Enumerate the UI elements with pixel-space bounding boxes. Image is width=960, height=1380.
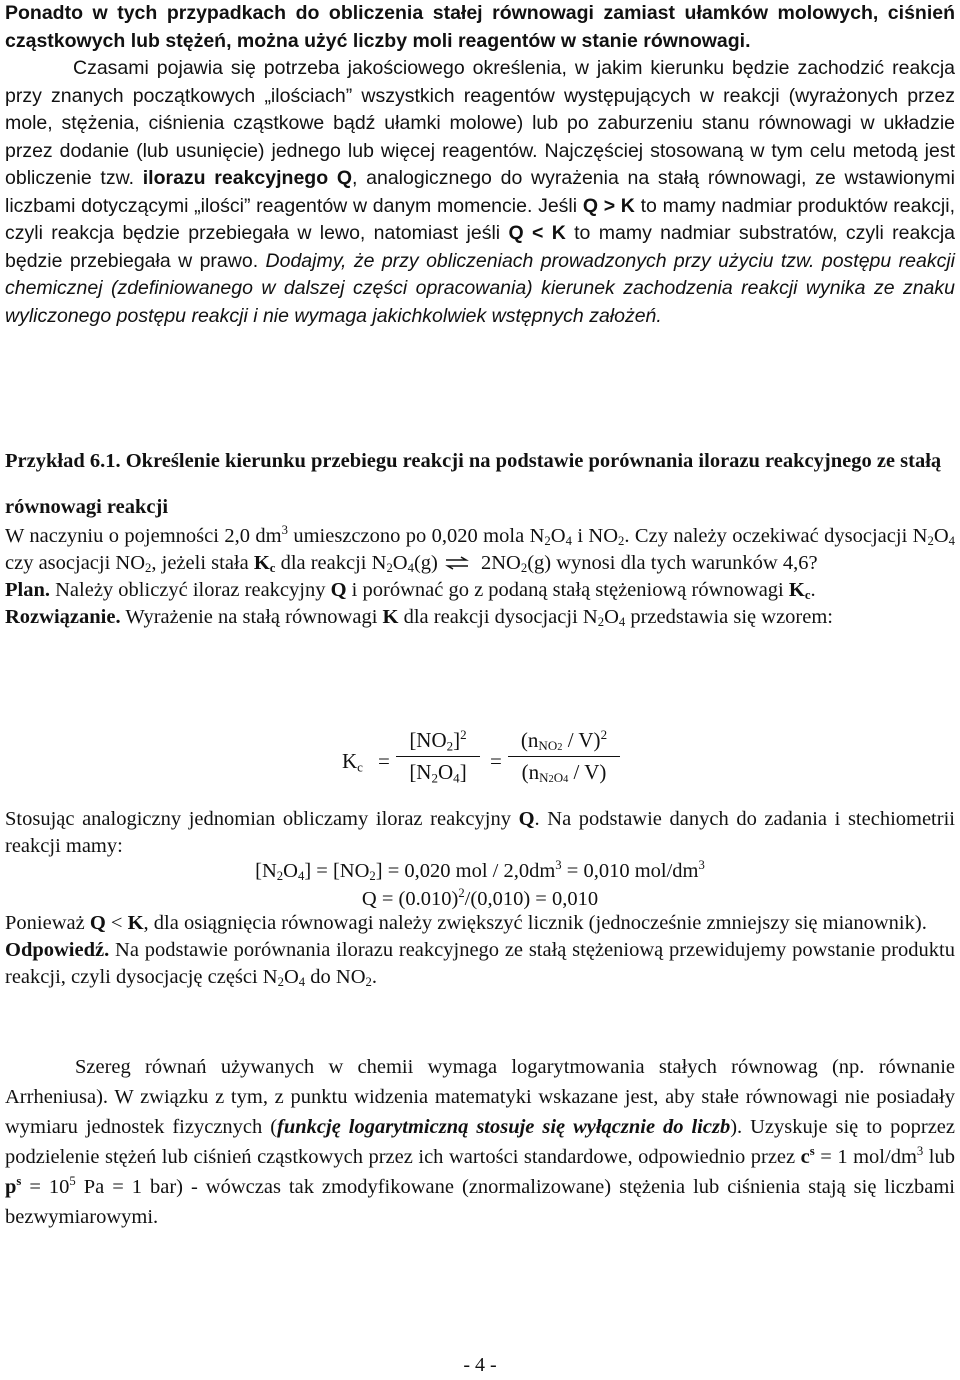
fraction-concentration: $[NO_2]^2$ $[N_2O_4]$: [396, 728, 480, 785]
conclusion-line: Ponieważ Q < K, dla osiągnięcia równowagi należy zwiększyć licznik (jednocześnie zmniejszy się mianownik).: [5, 912, 927, 934]
example-body: [5, 523, 955, 631]
paragraph-reaction-quotient: [5, 0, 955, 330]
kc-symbol: $K_c$: [342, 749, 363, 775]
page-number: - 4 -: [463, 1354, 497, 1376]
calc-line-concentration: $[N_2O_4] = [NO_2] = 0,020$ mol / $2,0dm^3 = 0,010$ mol/$dm^3$: [255, 858, 705, 884]
italic-note: Dodajmy, że przy obliczeniach prowadzonych przy użyciu tzw. postępu reakcji chemicznej (zdefiniowanego w dalszej części opracowania) kierunek zachodzenia reakcji wynika ze znaku wyliczonego postępu reakcji i nie wymaga jakichkolwiek wstępnych założeń.: [5, 249, 955, 327]
calc-line-quotient: $Q = (0.010)^2/(0,010) = 0,010$: [361, 886, 599, 910]
answer-line: Odpowiedź. Na podstawie porównania ilorazu reakcyjnego ze stałą stężeniową przewidujemy powstanie produktu reakcji, czyli dysocjację części $N_2O_4$ do $NO_2$.: [5, 939, 955, 990]
example-title: Przykład 6.1. Określenie kierunku przebiegu reakcji na podstawie porównania ilorazu reakcyjnego ze stałą równowagi reakcji: [5, 450, 942, 518]
equilibrium-arrow-icon: [444, 556, 470, 570]
paragraph-normalization: Szereg równań używanych w chemii wymaga logarytmowania stałych równowag (np. równanie Arrheniusa). W związku z tym, z punktu widzenia matematyki wskazane jest, aby stałe równowagi nie posiadały wymiaru jednostek fizycznych (funkcję logarytmiczną stosuje się wyłącznie do liczb). Uzyskuje się to poprzez podzielenie stężeń lub ciśnień cząstkowych przez ich wartości standardowe, odpowiednio przez $c^s = 1$ mol/$dm^3$ lub $p^s = 10^5$ Pa = 1 bar) - wówczas tak zmodyfikowane (znormalizowane) stężenia lub ciśnienia stają się liczbami bezwymiarowymi.: [5, 1056, 956, 1228]
text: , analogicznego do wyrażenia na stałą równowagi, ze wstawionymi liczbami dotyczącymi „ilości” reagentów w danym momencie. Jeśli: [5, 167, 956, 217]
after-equation-text: Stosując analogiczny jednomian obliczamy iloraz reakcyjny Q. Na podstawie danych do zadania i stechiometrii reakcji mamy:: [5, 808, 955, 857]
equals-sign: =: [378, 749, 390, 773]
fraction-moles: $(n_{NO2} / V)^2$ $(n_{N2O4} / V)$: [508, 728, 620, 785]
conclusion-block: [5, 910, 955, 991]
equilibrium-constant-equation: [330, 728, 650, 798]
plan-line: Plan. Należy obliczyć iloraz reakcyjny Q i porównać go z podaną stałą stężeniową równowagi $K_c$.: [5, 579, 816, 603]
bold-term: ilorazu reakcyjnego Q: [142, 167, 352, 189]
q-greater-k: Q > K: [582, 194, 635, 217]
solution-line: Rozwiązanie. Wyrażenie na stałą równowagi K dla reakcji dysocjacji $N_2O_4$ przedstawia się wzorem:: [5, 606, 833, 630]
q-less-k: Q < K: [508, 222, 566, 244]
text: to mamy nadmiar substratów, czyli reakcja będzie przebiegała w prawo.: [5, 222, 956, 272]
equals-sign: =: [490, 749, 502, 773]
bold-lead-text: Ponadto w tych przypadkach do obliczenia stałej równowagi zamiast ułamków molowych, ciśnień cząstkowych lub stężeń, można użyć liczby moli reagentów w stanie równowagi.: [5, 2, 955, 52]
text: Czasami pojawia się potrzeba jakościowego określenia, w jakim kierunku będzie zachodzić reakcja przy znanych początkowych „ilościach” wszystkich reagentów występujących w reakcji (wyrażonych przez mole, stężenia, ciśnienia cząstkowe bądź ułamki molowe) lub po zaburzeniu stanu równowagi w układzie przez dodanie (lub usunięcie) jednego lub więcej reagentów. Najczęściej stosowaną w tym celu metodą jest obliczenie tzw.: [5, 57, 955, 189]
problem-statement: W naczyniu o pojemności 2,0 $dm^3$ umieszczono po 0,020 mola $N_2O_4$ i $NO_2$. Czy należy oczekiwać dysocjacji $N_2O_4$ czy asocjacji $NO_2$, jeżeli stała $K_c$ dla reakcji $N_2O_4(g)$ $2NO_2(g)$ wynosi dla tych warunków 4,6?: [5, 523, 955, 576]
text: to mamy nadmiar produktów reakcji, czyli reakcja będzie przebiegała w lewo, natomiast jeśli: [5, 194, 955, 244]
